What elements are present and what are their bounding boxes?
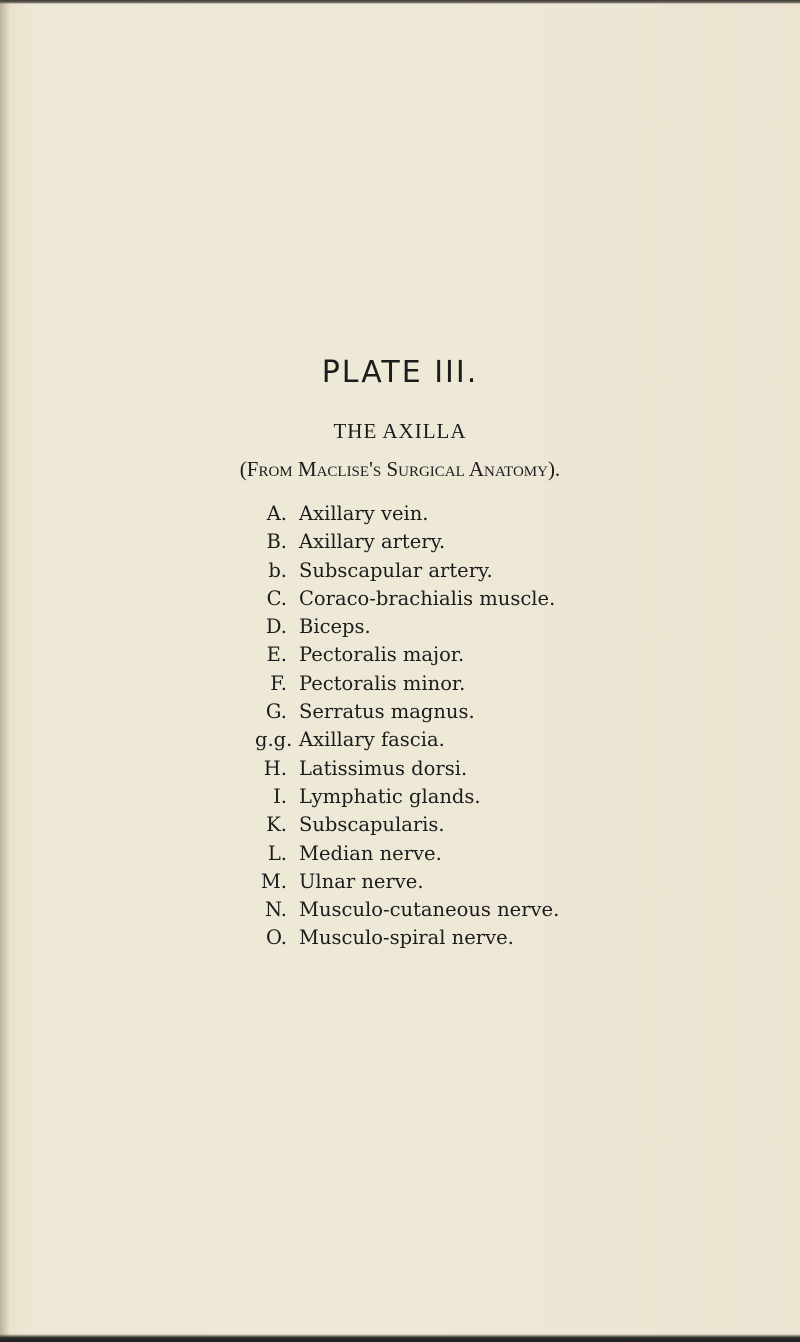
legend-item	[255, 500, 559, 528]
legend-label: Axillary vein.	[299, 502, 429, 525]
legend-key: I.	[273, 784, 287, 808]
legend-key: b.	[268, 558, 287, 582]
legend-label: Axillary fascia.	[299, 728, 445, 752]
legend-label: Ulnar nerve.	[299, 869, 424, 893]
legend-label: Axillary artery.	[299, 530, 446, 554]
legend-key: H.	[263, 756, 287, 780]
source-line: (From Maclise's Surgical Anatomy).	[239, 457, 561, 481]
legend-item	[255, 924, 559, 952]
legend-key: N.	[264, 898, 287, 922]
legend-item	[255, 840, 559, 868]
legend-item	[255, 755, 559, 783]
legend-item	[255, 613, 559, 641]
legend-label: Pectoralis minor.	[299, 671, 466, 695]
legend-label: Serratus magnus.	[299, 700, 475, 724]
top-rule	[0, 0, 800, 4]
legend-label: Pectoralis major.	[299, 643, 465, 667]
subject-title: THE AXILLA	[333, 419, 467, 443]
legend-label: Latissimus dorsi.	[299, 756, 468, 780]
legend-item	[255, 896, 559, 924]
legend-item	[255, 783, 559, 811]
legend-label: Musculo-spiral nerve.	[299, 926, 514, 950]
legend-label: Subscapular artery.	[299, 558, 493, 582]
page-left-edge	[0, 0, 10, 1342]
legend-item	[255, 528, 559, 556]
legend-key: D.	[265, 615, 287, 639]
legend-item	[255, 585, 559, 613]
bottom-rule	[0, 1334, 800, 1342]
legend-key: M.	[260, 869, 287, 893]
legend-item	[255, 698, 559, 726]
legend-item	[255, 670, 559, 698]
legend-key: A.	[266, 502, 287, 525]
legend-key: E.	[266, 643, 287, 667]
legend-item	[255, 557, 559, 585]
legend-label: Subscapularis.	[299, 813, 445, 837]
legend-key: g.g.	[255, 728, 293, 752]
legend-key: L.	[267, 841, 287, 865]
legend-label: Biceps.	[299, 615, 371, 639]
legend-key: G.	[265, 700, 287, 724]
legend-item	[255, 726, 559, 754]
legend-label: Median nerve.	[299, 841, 442, 865]
legend-key: O.	[265, 926, 287, 950]
legend-item	[255, 811, 559, 839]
legend-item	[255, 641, 559, 669]
legend-item	[255, 868, 559, 896]
plate-title: PLATE III.	[321, 355, 479, 390]
legend-key: B.	[266, 530, 287, 554]
legend-label: Lymphatic glands.	[299, 784, 481, 808]
legend-key: F.	[270, 671, 287, 695]
legend-key: C.	[266, 586, 287, 610]
legend-key: K.	[266, 813, 287, 837]
legend-list	[255, 500, 559, 953]
legend-label: Coraco-brachialis muscle.	[299, 586, 556, 610]
legend-label: Musculo-cutaneous nerve.	[299, 898, 560, 922]
